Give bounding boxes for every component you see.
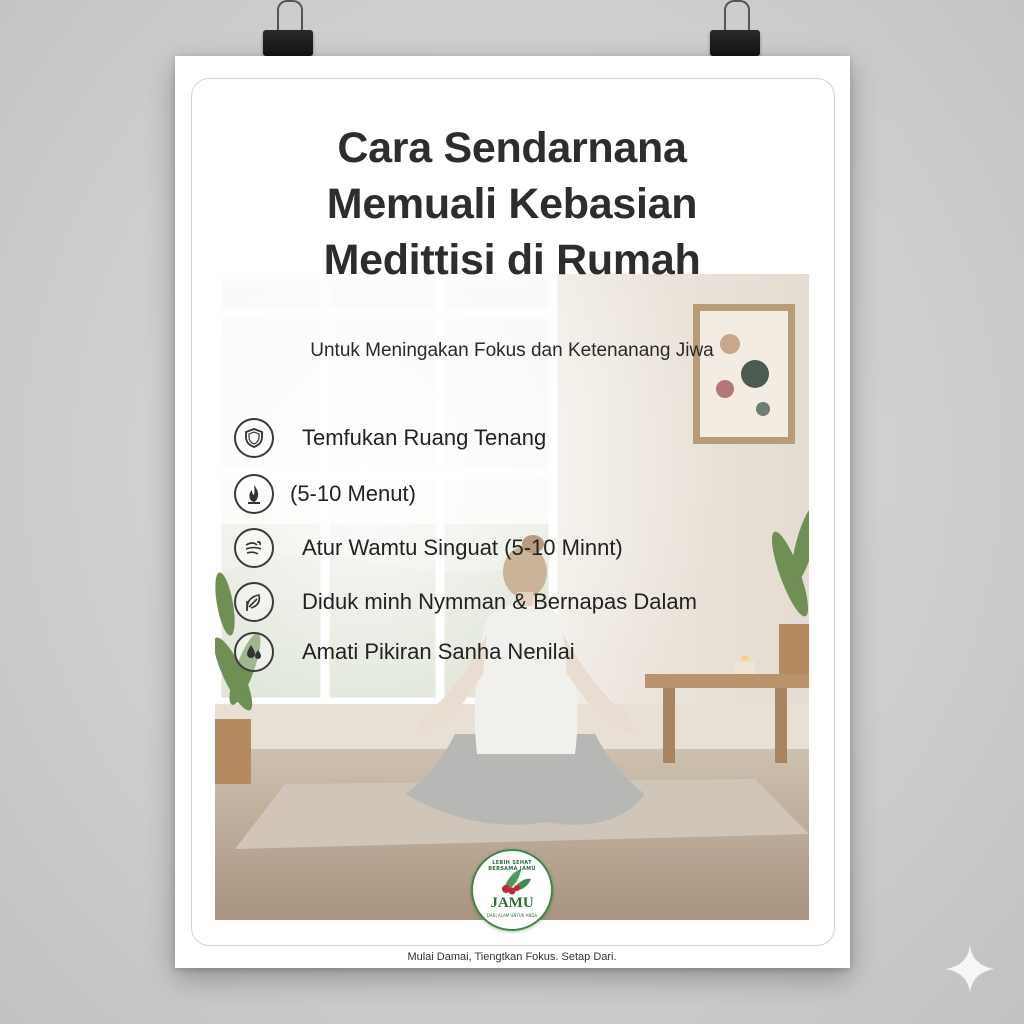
sparkle-icon bbox=[944, 943, 996, 995]
poster-subtitle: Untuk Meningakan Fokus dan Ketenanang Jiwa bbox=[310, 340, 714, 361]
step-item-5 bbox=[234, 632, 575, 672]
step-label-4: Diduk minh Nymman & Bernapas Dalam bbox=[302, 589, 697, 614]
step-label-2: (5-10 Menut) bbox=[290, 481, 416, 506]
step-item-3 bbox=[234, 528, 623, 568]
step-label-3: Atur Wamtu Singuat (5-10 Minnt) bbox=[302, 535, 623, 560]
shield-icon bbox=[234, 418, 274, 458]
title-line-3: Medittisi di Rumah bbox=[323, 236, 701, 284]
binder-clip-right bbox=[710, 0, 760, 58]
step-item-1 bbox=[234, 418, 546, 458]
logo-top-text: LEBIH SEHAT BERSAMA JAMU bbox=[488, 860, 536, 872]
step-item-2 bbox=[234, 474, 416, 514]
leaf-circle-icon bbox=[234, 582, 274, 622]
water-drops-icon bbox=[234, 632, 274, 672]
step-label-5: Amati Pikiran Sanha Nenilai bbox=[302, 639, 575, 664]
logo-bottom-text: DARI ALAM UNTUK ANDA bbox=[486, 913, 538, 918]
poster-title bbox=[215, 120, 809, 288]
logo-name: JAMU bbox=[490, 895, 534, 911]
wind-swirl-icon bbox=[234, 528, 274, 568]
flame-icon bbox=[234, 474, 274, 514]
binder-clip-left bbox=[263, 0, 313, 58]
step-label-1: Temfukan Ruang Tenang bbox=[302, 425, 547, 450]
jamu-logo bbox=[471, 849, 553, 931]
poster-tagline: Mulai Damai, Tiengtkan Fokus. Setap Dari. bbox=[407, 951, 617, 963]
step-item-4 bbox=[234, 582, 697, 622]
title-line-2: Memuali Kebasian bbox=[326, 180, 698, 228]
title-line-1: Cara Sendarnana bbox=[337, 124, 687, 172]
